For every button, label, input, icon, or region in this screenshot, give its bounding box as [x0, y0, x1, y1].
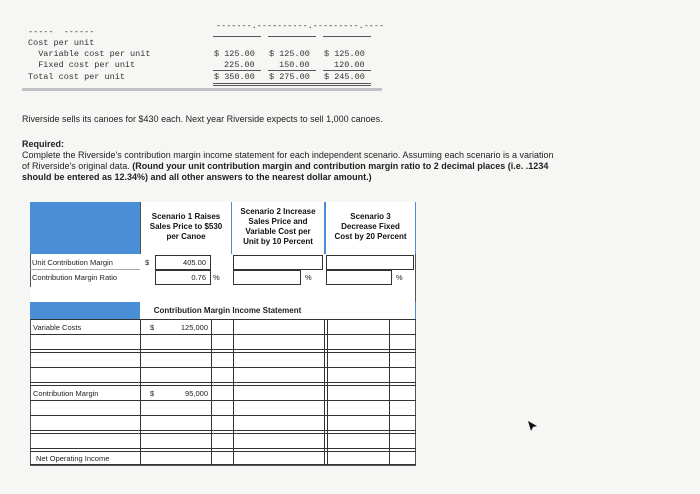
unit-cm-s3-input[interactable] — [326, 255, 414, 270]
required-heading: Required: — [22, 139, 65, 149]
intro-text: Riverside sells its canoes for $430 each. Next year Riverside expects to sell 1,000 canoes. — [22, 114, 383, 124]
percent-symbol: % — [396, 273, 403, 282]
cost-table-header-col3: ------.---- — [328, 21, 385, 31]
currency-symbol: $ — [150, 323, 155, 332]
cost-cell: $ 125.00 — [214, 49, 255, 59]
col2-line: Variable Cost per — [245, 227, 311, 236]
statement-title: Contribution Margin Income Statement — [153, 306, 302, 315]
required-line-2-bold: (Round your unit contribution margin and contribution margin ratio to 2 decimal places (i.e. .1234 — [129, 161, 549, 171]
divider — [22, 88, 382, 91]
cost-row-label: Variable cost per unit — [28, 49, 151, 59]
percent-symbol: % — [213, 273, 220, 282]
cm-ratio-s2-input[interactable] — [233, 270, 301, 285]
currency-symbol: $ — [145, 258, 150, 267]
percent-symbol: % — [305, 273, 312, 282]
cost-cell: $ 350.00 — [214, 72, 255, 82]
mouse-cursor-icon — [528, 418, 537, 436]
scenario-1-statement-inputs[interactable] — [140, 336, 211, 386]
row-label-variable-costs: Variable Costs — [33, 323, 82, 332]
col1-line: per Canoe — [166, 232, 206, 241]
cost-row-label: Fixed cost per unit — [28, 60, 136, 70]
currency-symbol: $ — [150, 389, 155, 398]
row-label-cm-ratio: Contribution Margin Ratio — [32, 273, 118, 282]
cost-cell: $ 245.00 — [324, 72, 365, 82]
unit-cm-s2-input[interactable] — [233, 255, 323, 270]
required-line-1: Complete the Riverside's contribution margin income statement for each independent scenario. Assuming each scenario is a variation — [22, 150, 554, 160]
col3-line: Scenario 3 — [350, 212, 391, 221]
cost-table-header-left: ----- ------ — [28, 27, 95, 37]
col1-line: Scenario 1 Raises — [151, 212, 221, 221]
col-header-scenario-3 — [326, 202, 415, 254]
col2-line: Unit by 10 Percent — [243, 237, 313, 246]
cost-cell: $ 125.00 — [324, 49, 365, 59]
cm-ratio-s1-value: 0.76 — [191, 273, 206, 282]
col-header-scenario-2 — [232, 202, 324, 254]
required-line-2-plain: of Riverside's original data. — [22, 161, 130, 171]
cost-cell: $ 275.00 — [269, 72, 310, 82]
cost-table-header-col2: -------.---- — [272, 21, 334, 31]
col2-line: Sales Price and — [248, 217, 308, 226]
row-label-net-operating-income: Net Operating Income — [36, 454, 110, 463]
cost-cell: 120.00 — [334, 60, 365, 70]
cost-row-label: Total cost per unit — [28, 72, 125, 82]
row-label-unit-cm: Unit Contribution Margin — [32, 258, 113, 267]
unit-cm-s1-input[interactable] — [155, 255, 211, 270]
cost-table-header-col1: -------.---- — [216, 21, 278, 31]
col3-line: Decrease Fixed — [341, 222, 400, 231]
scenario-2-statement-inputs[interactable] — [233, 320, 324, 464]
variable-costs-s1-value: 125,000 — [180, 323, 208, 332]
cm-ratio-s1-input[interactable] — [155, 270, 211, 285]
contribution-margin-s1-value: 95,000 — [185, 389, 208, 398]
cost-cell: $ 125.00 — [269, 49, 310, 59]
row-label-contribution-margin: Contribution Margin — [33, 389, 99, 398]
cost-row-label: Cost per unit — [28, 38, 95, 48]
scenario-3-statement-inputs[interactable] — [327, 320, 389, 464]
col1-line: Sales Price to $530 — [149, 222, 223, 231]
col3-line: Cost by 20 Percent — [334, 232, 407, 241]
col2-line: Scenario 2 Increase — [240, 207, 316, 216]
cost-cell: 225.00 — [224, 60, 255, 70]
col-header-scenario-1 — [140, 202, 231, 254]
cm-ratio-s3-input[interactable] — [326, 270, 392, 285]
cost-cell: 150.00 — [279, 60, 310, 70]
required-line-3: should be entered as 12.34%) and all other answers to the nearest dollar amount.) — [22, 172, 372, 182]
unit-cm-s1-value: 405.00 — [183, 258, 206, 267]
